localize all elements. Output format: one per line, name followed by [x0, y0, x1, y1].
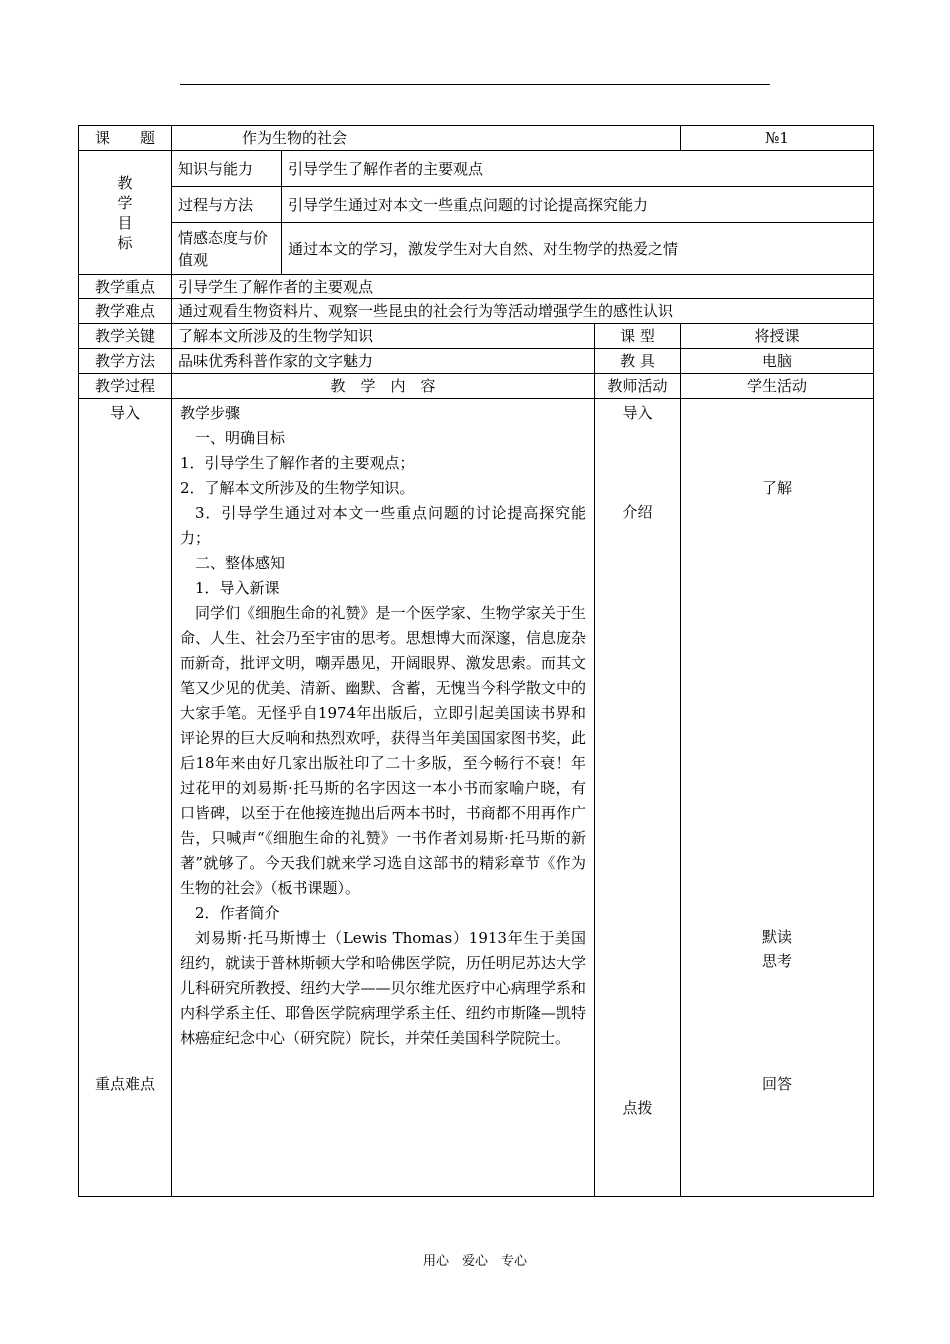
tool-label: 教 具 — [595, 349, 681, 374]
key-value: 了解本文所涉及的生物学知识 — [172, 324, 595, 349]
key-point-value: 引导学生了解作者的主要观点 — [172, 275, 874, 299]
goals-label: 教 学 目 标 — [79, 151, 172, 275]
type-label: 课 型 — [595, 324, 681, 349]
teacher-header: 教师活动 — [595, 374, 681, 399]
teacher-act-guide: 点拨 — [622, 1099, 653, 1117]
content-section-goals: 一、明确目标 — [195, 429, 286, 447]
student-act-read: 默读 — [761, 928, 792, 946]
goal-attitude-label: 情感态度与价值观 — [172, 223, 282, 275]
teacher-act-introduce: 介绍 — [622, 503, 653, 521]
goal-process-label: 过程与方法 — [172, 187, 282, 223]
method-label: 教学方法 — [79, 349, 172, 374]
content-goal-item: 1．引导学生了解作者的主要观点； — [180, 454, 415, 472]
stage-intro: 导入 — [109, 404, 140, 422]
content-intro-paragraph: 同学们《细胞生命的礼赞》是一个医学家、生物学家关于生命、人生、社会乃至宇宙的思考。思想博大而深邃，信息庞杂而新奇，批评文明，嘲弄愚见，开阔眼界、激发思索。而其文笔又少见的优美、清新、幽默、含蓄，无愧当今科学散文中的大家手笔。无怪乎自1974年出版后，立即引起美国读书界和评论界的巨大反响和热烈欢呼，获得当年美国国家图书奖，此后18年来由好几家出版社印了二十多版，至今畅行不衰！年过花甲的刘易斯·托马斯的名字因这一本小书而家喻户晓，有口皆碑，以至于在他接连抛出后两本书时，书商都不用再作广告，只喊声“《细胞生命的礼赞》一书作者刘易斯·托马斯的新著”就够了。今天我们就来学习选自这部书的精彩章节《作为生物的社会》（板书课题）。 — [180, 604, 586, 897]
content-goal-item: 3．引导学生通过对本文一些重点问题的讨论提高探究能力； — [180, 504, 586, 547]
teacher-act-intro: 导入 — [622, 404, 653, 422]
content-goal-item: 2．了解本文所涉及的生物学知识。 — [180, 479, 415, 497]
stage-key-difficulty: 重点难点 — [94, 1075, 155, 1093]
student-act-think: 思考 — [761, 952, 792, 970]
goal-knowledge-value: 引导学生了解作者的主要观点 — [282, 151, 874, 187]
content-header: 教 学 内 容 — [172, 374, 595, 399]
content-section-overview: 二、整体感知 — [195, 554, 286, 572]
content-subsection-intro: 1．导入新课 — [195, 579, 280, 597]
student-header: 学生活动 — [681, 374, 874, 399]
key-point-label: 教学重点 — [79, 275, 172, 299]
lesson-plan-table — [78, 125, 874, 1197]
stage-column — [79, 399, 172, 1197]
tool-value: 电脑 — [681, 349, 874, 374]
page-footer: 用心 爱心 专心 — [422, 1254, 527, 1269]
student-activity-column — [681, 399, 874, 1197]
teacher-activity-column — [595, 399, 681, 1197]
content-steps-title: 教学步骤 — [180, 404, 241, 422]
teaching-content — [172, 399, 595, 1197]
method-value: 品味优秀科普作家的文字魅力 — [172, 349, 595, 374]
header-rule — [180, 84, 770, 85]
lesson-number: №1 — [681, 126, 874, 151]
content-subsection-author: 2．作者简介 — [195, 904, 280, 922]
difficulty-label: 教学难点 — [79, 299, 172, 324]
student-act-answer: 回答 — [761, 1075, 792, 1093]
goal-attitude-value: 通过本文的学习，激发学生对大自然、对生物学的热爱之情 — [282, 223, 874, 275]
key-label: 教学关键 — [79, 324, 172, 349]
student-act-understand: 了解 — [761, 479, 792, 497]
difficulty-value: 通过观看生物资料片、观察一些昆虫的社会行为等活动增强学生的感性认识 — [172, 299, 874, 324]
goal-process-value: 引导学生通过对本文一些重点问题的讨论提高探究能力 — [282, 187, 874, 223]
type-value: 将授课 — [681, 324, 874, 349]
process-label: 教学过程 — [79, 374, 172, 399]
topic-value: 作为生物的社会 — [172, 126, 681, 151]
goal-knowledge-label: 知识与能力 — [172, 151, 282, 187]
topic-label: 课 题 — [79, 126, 172, 151]
content-author-paragraph: 刘易斯·托马斯博士（Lewis Thomas）1913年生于美国纽约，就读于普林斯顿大学和哈佛医学院，历任明尼苏达大学儿科研究所教授、纽约大学——贝尔维尤医疗中心病理学系和内科学系主任、耶鲁医学院病理学系主任、纽约市斯隆—凯特林癌症纪念中心（研究院）院长，并荣任美国科学院院士。 — [180, 929, 586, 1047]
